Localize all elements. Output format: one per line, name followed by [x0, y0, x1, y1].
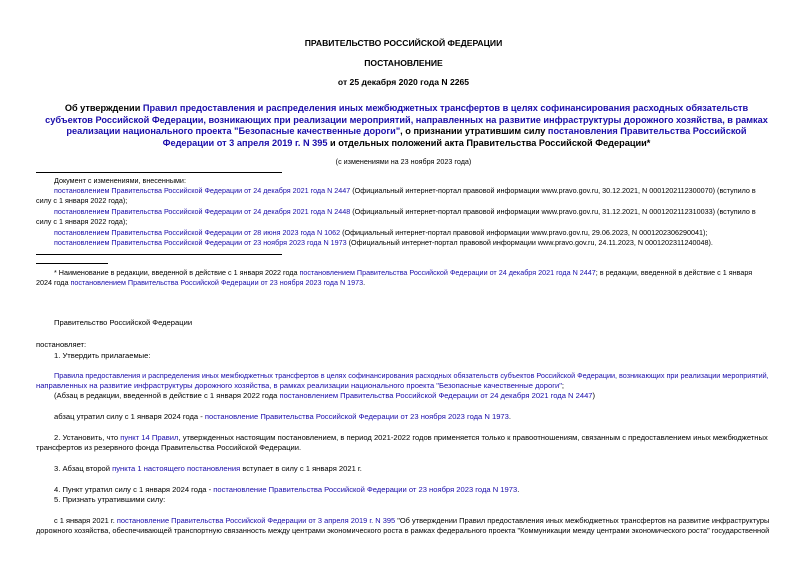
title-text-3: и отдельных положений акта Правительства Российской Федерации* — [327, 137, 651, 148]
change-text: (Официальный интернет-портал правовой информации www.pravo.gov.ru, 29.06.2023, N 0001202306290041); — [340, 228, 708, 237]
body-resolves: постановляет: — [36, 340, 87, 349]
rules-link[interactable]: Правил предоставления и распределения иных межбюджетных трансфертов в целях софинансирования расходных обязательств субъектов Российской Федерации, возникающих при реализации мероприятий, направленных на развитие инфраструктуры дорожного хозяйства, в рамках реализации национального проекта "Безопасные качественные дороги" — [45, 103, 768, 137]
decree-395-link[interactable]: постановления Правительства Российской Федерации от 3 апреля 2019 г. N 395 — [162, 126, 747, 148]
footnote-cont — [36, 278, 365, 287]
paragraph-2-cont: трансфертов из резервного фонда Правительства Российской Федерации. — [36, 443, 302, 452]
divider — [36, 172, 282, 173]
p4-text: 4. Пункт утратил силу с 1 января 2024 года - — [54, 485, 214, 494]
rules-line-2 — [36, 381, 564, 391]
change-item — [54, 238, 713, 247]
change-text: (Официальный интернет-портал правовой информации www.pravo.gov.ru, 31.12.2021, N 0001202112310033) (вступило в — [350, 207, 756, 216]
change-link[interactable]: постановлением Правительства Российской Федерации от 23 ноября 2023 года N 1973 — [54, 238, 347, 247]
rules-line-1 — [54, 371, 769, 381]
abzac-text: ) — [592, 391, 596, 400]
divider — [36, 254, 282, 255]
item-1-link[interactable]: пункта 1 настоящего постановления — [112, 464, 241, 473]
title-text-2: , о признании утратившим силу — [400, 126, 548, 137]
p2-text: 2. Установить, что — [54, 433, 121, 442]
change-link[interactable]: постановлением Правительства Российской Федерации от 24 декабря 2021 года N 2448 — [54, 207, 351, 216]
change-item — [54, 207, 756, 216]
footnote-text: 2024 года — [36, 278, 71, 287]
change-item — [54, 228, 707, 237]
rules-link[interactable]: направленных на развитие инфраструктуры дорожного хозяйства, в рамках реализации национального проекта "Безопасные качественные дороги" — [36, 381, 562, 390]
decree-1973-link[interactable]: постановление Правительства Российской Федерации от 23 ноября 2023 года N 1973 — [204, 412, 509, 421]
change-text: (Официальный интернет-портал правовой информации www.pravo.gov.ru, 24.11.2023, N 0001202311240048). — [346, 238, 713, 247]
lost-force-note — [54, 412, 511, 422]
footnote-link[interactable]: постановлением Правительства Российской Федерации от 23 ноября 2023 года N 1973 — [70, 278, 364, 287]
abzac-text: (Абзац в редакции, введенной в действие с 1 января 2022 года — [54, 391, 280, 400]
lost-text: . — [508, 412, 512, 421]
changes-intro: Документ с изменениями, внесенными: — [54, 176, 186, 185]
government-heading: ПРАВИТЕЛЬСТВО РОССИЙСКОЙ ФЕДЕРАЦИИ — [304, 38, 503, 48]
body-government: Правительство Российской Федерации — [54, 318, 193, 327]
title-text-1: Об утверждении — [64, 103, 143, 113]
abzac-note — [54, 391, 595, 401]
paragraph-5: 5. Признать утратившими силу: — [54, 495, 166, 504]
paragraph-6 — [54, 516, 769, 526]
p6-text: "Об утверждении Правил предоставления иных межбюджетных трансфертов на развитие инфраструктуры — [395, 516, 770, 525]
decree-1973-link[interactable]: постановление Правительства Российской Федерации от 23 ноября 2023 года N 1973 — [213, 485, 518, 494]
edition-note: (с изменениями на 23 ноября 2023 года) — [335, 157, 472, 166]
p3-text: вступает в силу с 1 января 2021 г. — [240, 464, 362, 473]
lost-text: абзац утратил силу с 1 января 2024 года - — [54, 412, 205, 421]
change-link[interactable]: постановлением Правительства Российской Федерации от 24 декабря 2021 года N 2447 — [54, 186, 351, 195]
decree-395-link[interactable]: постановление Правительства Российской Федерации от 3 апреля 2019 г. N 395 — [116, 516, 396, 525]
document-type: ПОСТАНОВЛЕНИЕ — [364, 58, 443, 68]
paragraph-4 — [54, 485, 519, 495]
footnote-link[interactable]: постановлением Правительства Российской Федерации от 24 декабря 2021 года N 2447 — [299, 268, 596, 277]
p2-text: , утвержденных настоящим постановлением, в период 2021-2022 годов применяется только к правоотношениям, связанным с предоставлением иных межбюджетных — [178, 433, 768, 442]
change-text: (Официальный интернет-портал правовой информации www.pravo.gov.ru, 30.12.2021, N 0001202112300070) (вступило в — [350, 186, 756, 195]
change-item-cont: силу с 1 января 2022 года); — [36, 196, 128, 205]
rules-item-14-link[interactable]: пункт 14 Правил — [120, 433, 179, 442]
footnote-text: * Наименование в редакции, введенной в действие с 1 января 2022 года — [54, 268, 300, 277]
p3-text: 3. Абзац второй — [54, 464, 113, 473]
paragraph-6-cont: дорожного хозяйства, обеспечивающей транспортную связанность между центрами экономического роста в рамках федерального проекта "Коммуникации между центрами экономического роста" государственной — [36, 526, 770, 535]
change-item — [54, 186, 756, 195]
document-date-number: от 25 декабря 2020 года N 2265 — [337, 77, 470, 87]
rules-end: ; — [561, 381, 565, 390]
rules-link[interactable]: Правила предоставления и распределения иных межбюджетных трансфертов в целях софинансирования расходных обязательств субъектов Российской Федерации, возникающих при реализации мероприятий, — [54, 371, 769, 380]
document-title — [44, 103, 769, 149]
p4-text: . — [517, 485, 520, 494]
paragraph-2 — [54, 433, 768, 443]
decree-2447-link[interactable]: постановлением Правительства Российской Федерации от 24 декабря 2021 года N 2447 — [279, 391, 593, 400]
footnote-text: . — [363, 278, 366, 287]
change-item-cont: силу с 1 января 2022 года); — [36, 217, 128, 226]
footnote-divider — [36, 263, 108, 264]
footnote — [54, 268, 752, 277]
p6-text: с 1 января 2021 г. — [54, 516, 117, 525]
change-link[interactable]: постановлением Правительства Российской Федерации от 28 июня 2023 года N 1062 — [54, 228, 341, 237]
paragraph-1: 1. Утвердить прилагаемые: — [54, 351, 151, 360]
paragraph-3 — [54, 464, 362, 474]
footnote-text: ; в редакции, введенной в действие с 1 января — [595, 268, 753, 277]
